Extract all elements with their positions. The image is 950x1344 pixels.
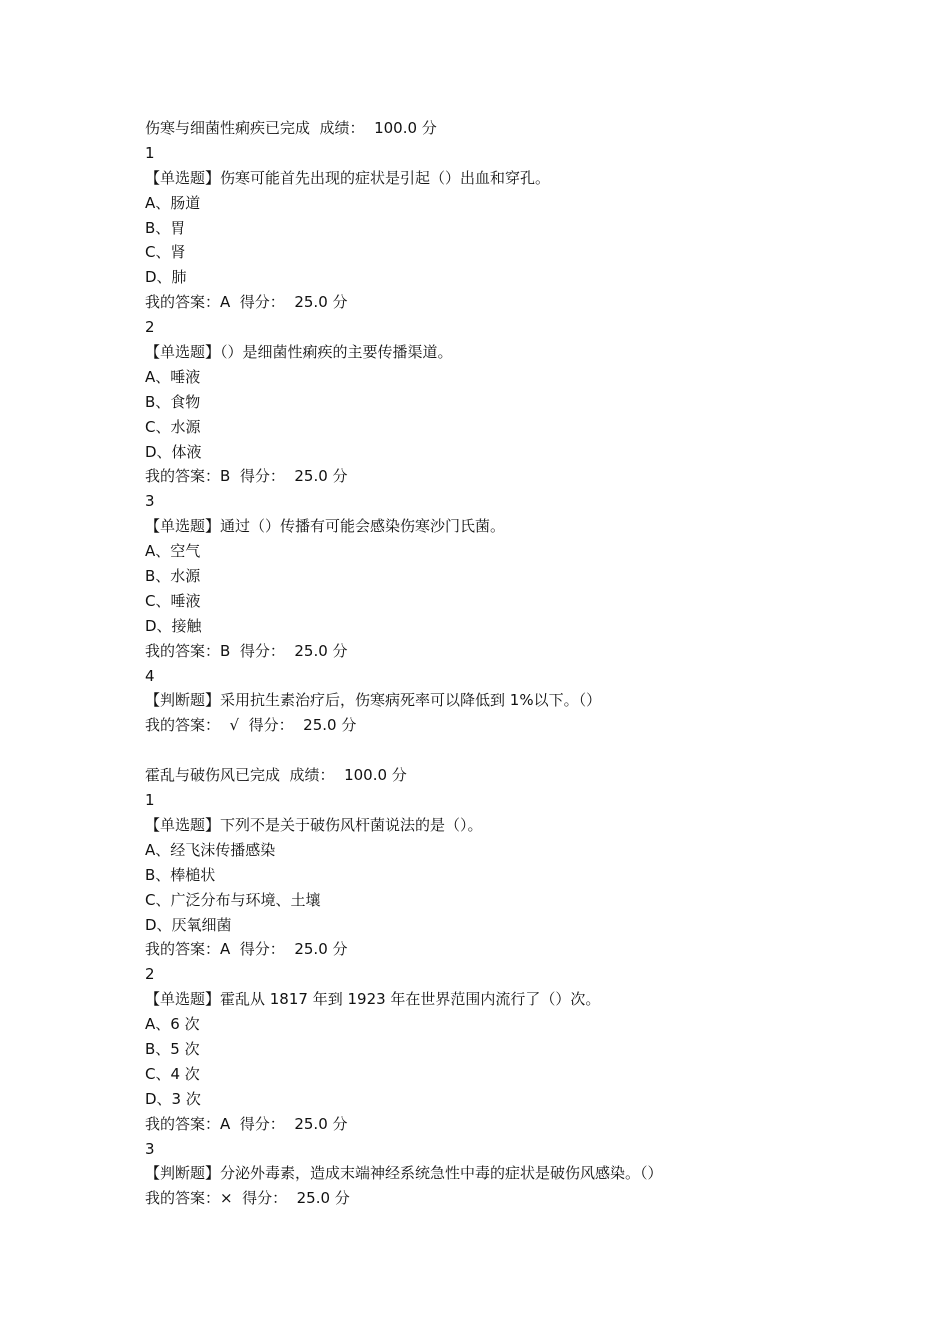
- option-a: A、经飞沫传播感染: [145, 840, 276, 859]
- question-text: 【单选题】霍乱从 1817 年到 1923 年在世界范围内流行了（）次。: [145, 990, 601, 1009]
- question-text: 【判断题】分泌外毒素，造成末端神经系统急性中毒的症状是破伤风感染。（）: [145, 1164, 663, 1183]
- option-d: D、3 次: [145, 1089, 201, 1108]
- option-b: B、胃: [145, 218, 186, 237]
- option-c: C、水源: [145, 417, 201, 436]
- document-body: [145, 116, 845, 1211]
- question-text: 【单选题】（）是细菌性痢疾的主要传播渠道。: [145, 343, 453, 362]
- my-answer: 我的答案：B 得分： 25.0 分: [145, 641, 348, 660]
- option-b: B、水源: [145, 567, 201, 586]
- my-answer: 我的答案：A 得分： 25.0 分: [145, 293, 348, 312]
- question-number: 3: [145, 1139, 155, 1158]
- option-d: D、接触: [145, 616, 202, 635]
- option-a: A、肠道: [145, 193, 201, 212]
- my-answer: 我的答案：A 得分： 25.0 分: [145, 940, 348, 959]
- option-c: C、肾: [145, 243, 186, 262]
- question-text: 【判断题】采用抗生素治疗后，伤寒病死率可以降低到 1%以下。（）: [145, 691, 602, 710]
- option-d: D、体液: [145, 442, 202, 461]
- section-header: 霍乱与破伤风已完成 成绩： 100.0 分: [145, 766, 407, 785]
- option-b: B、棒槌状: [145, 865, 216, 884]
- option-a: A、唾液: [145, 367, 201, 386]
- option-b: B、食物: [145, 392, 201, 411]
- option-b: B、5 次: [145, 1039, 200, 1058]
- my-answer: 我的答案：B 得分： 25.0 分: [145, 467, 348, 486]
- question-number: 1: [145, 791, 155, 810]
- my-answer: 我的答案： √ 得分： 25.0 分: [145, 716, 357, 735]
- option-d: D、肺: [145, 268, 187, 287]
- option-d: D、厌氧细菌: [145, 915, 232, 934]
- option-c: C、4 次: [145, 1064, 200, 1083]
- question-text: 【单选题】伤寒可能首先出现的症状是引起（）出血和穿孔。: [145, 168, 551, 187]
- question-number: 3: [145, 492, 155, 511]
- my-answer: 我的答案：× 得分： 25.0 分: [145, 1189, 350, 1208]
- question-text: 【单选题】通过（）传播有可能会感染伤寒沙门氏菌。: [145, 517, 506, 536]
- question-number: 2: [145, 318, 155, 337]
- option-c: C、唾液: [145, 591, 201, 610]
- section-header: 伤寒与细菌性痢疾已完成 成绩： 100.0 分: [145, 119, 437, 137]
- my-answer: 我的答案：A 得分： 25.0 分: [145, 1114, 348, 1133]
- question-number: 1: [145, 143, 155, 162]
- question-number: 4: [145, 666, 155, 685]
- section-spacer: [145, 738, 845, 763]
- question-number: 2: [145, 965, 155, 984]
- option-c: C、广泛分布与环境、土壤: [145, 890, 321, 909]
- option-a: A、空气: [145, 542, 201, 561]
- question-text: 【单选题】下列不是关于破伤风杆菌说法的是（）。: [145, 815, 483, 834]
- option-a: A、6 次: [145, 1015, 200, 1034]
